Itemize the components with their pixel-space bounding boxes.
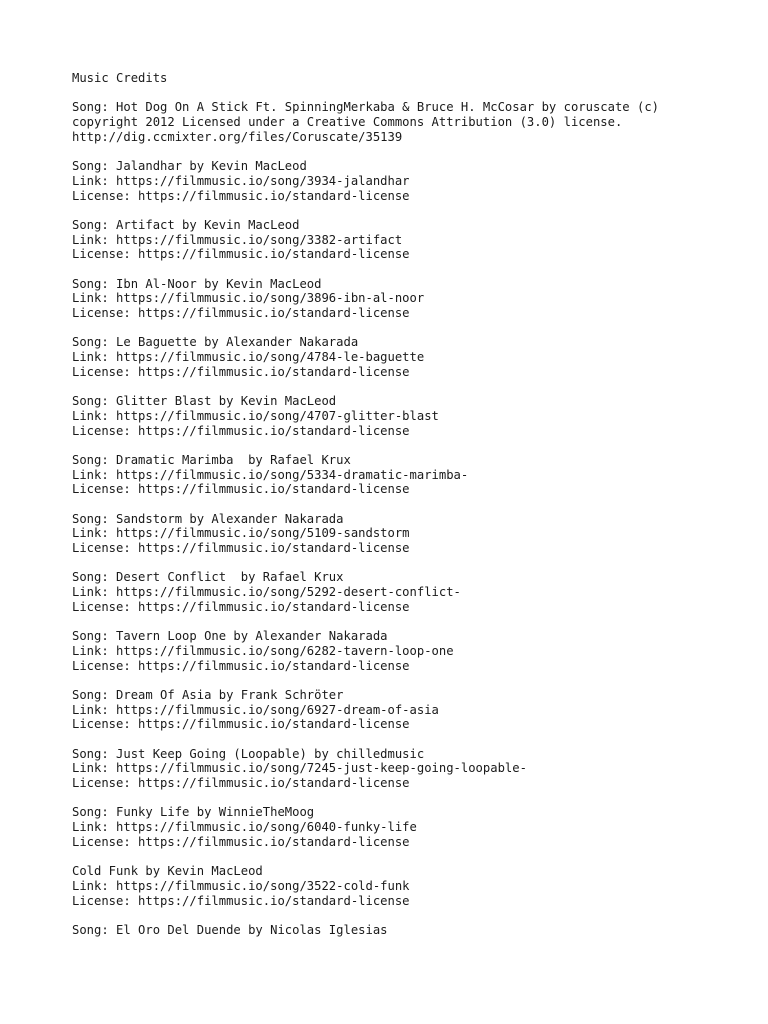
- credit-song: Song: Le Baguette by Alexander Nakarada: [72, 335, 359, 350]
- credit-license: License: https://filmmusic.io/standard-license: [72, 658, 410, 673]
- spacer: [72, 321, 752, 336]
- credit-entry: [72, 570, 752, 614]
- credit-link: Link: https://filmmusic.io/song/4707-glitter-blast: [72, 408, 439, 423]
- credit-license: License: https://filmmusic.io/standard-license: [72, 306, 410, 320]
- credit-link: Link: https://filmmusic.io/song/3896-ibn-al-noor: [72, 291, 425, 306]
- spacer: [72, 438, 752, 453]
- credit-entry: [72, 453, 752, 497]
- credit-entry: [72, 688, 752, 732]
- credit-entry: [72, 864, 752, 908]
- credit-link: Link: https://filmmusic.io/song/5292-desert-conflict-: [72, 585, 461, 600]
- credit-song: Song: Jalandhar by Kevin MacLeod: [72, 159, 307, 174]
- credit-license: License: https://filmmusic.io/standard-license: [72, 893, 410, 908]
- credit-entry: [72, 277, 752, 321]
- spacer: [72, 497, 752, 512]
- spacer: [72, 849, 752, 864]
- credit-entry: [72, 512, 752, 556]
- credit-link: Link: https://filmmusic.io/song/3934-jalandhar: [72, 173, 410, 188]
- credit-entry: [72, 629, 752, 673]
- credit-song: Song: Desert Conflict by Rafael Krux: [72, 570, 344, 585]
- document-page: [72, 71, 752, 938]
- intro-link: http://dig.ccmixter.org/files/Coruscate/35139: [72, 129, 403, 144]
- spacer: [72, 262, 752, 277]
- spacer: [72, 144, 752, 159]
- credit-license: License: https://filmmusic.io/standard-license: [72, 541, 410, 555]
- intro-credit: [72, 100, 752, 144]
- spacer: [72, 673, 752, 688]
- page-title: Music Credits: [72, 71, 168, 85]
- credit-song: Song: Just Keep Going (Loopable) by chilledmusic: [72, 746, 425, 761]
- credit-song: Song: Dream Of Asia by Frank Schröter: [72, 687, 344, 702]
- credit-license: License: https://filmmusic.io/standard-license: [72, 776, 410, 790]
- credit-license: License: https://filmmusic.io/standard-license: [72, 834, 410, 849]
- credit-license: License: https://filmmusic.io/standard-license: [72, 717, 410, 732]
- credit-link: Link: https://filmmusic.io/song/5109-sandstorm: [72, 526, 410, 541]
- spacer: [72, 556, 752, 571]
- credit-entry: [72, 394, 752, 438]
- intro-line: copyright 2012 Licensed under a Creative Commons Attribution (3.0) license.: [72, 115, 623, 130]
- credit-entry: [72, 159, 752, 203]
- credit-link: Link: https://filmmusic.io/song/3382-artifact: [72, 232, 403, 247]
- credit-link: Link: https://filmmusic.io/song/3522-cold-funk: [72, 878, 410, 893]
- spacer: [72, 908, 752, 923]
- credit-entry: [72, 805, 752, 849]
- spacer: [72, 614, 752, 629]
- credit-song: Song: Dramatic Marimba by Rafael Krux: [72, 452, 351, 467]
- credit-entry: [72, 747, 752, 791]
- credit-license: License: https://filmmusic.io/standard-license: [72, 599, 410, 614]
- credit-link: Link: https://filmmusic.io/song/6040-funky-life: [72, 820, 417, 835]
- credit-song: Song: Sandstorm by Alexander Nakarada: [72, 511, 344, 526]
- credit-link: Link: https://filmmusic.io/song/4784-le-baguette: [72, 350, 425, 365]
- credit-song: Song: Funky Life by WinnieTheMoog: [72, 805, 315, 820]
- credit-link: Link: https://filmmusic.io/song/5334-dramatic-marimba-: [72, 467, 469, 482]
- credit-license: License: https://filmmusic.io/standard-license: [72, 188, 410, 203]
- credit-license: License: https://filmmusic.io/standard-license: [72, 364, 410, 379]
- credit-song: Song: Glitter Blast by Kevin MacLeod: [72, 394, 337, 409]
- credit-entry: [72, 335, 752, 379]
- credit-song: Cold Funk by Kevin MacLeod: [72, 864, 263, 879]
- spacer: [72, 732, 752, 747]
- credit-song: Song: Tavern Loop One by Alexander Nakarada: [72, 629, 388, 644]
- credit-link: Link: https://filmmusic.io/song/7245-just-keep-going-loopable-: [72, 761, 527, 776]
- spacer: [72, 379, 752, 394]
- credit-song: Song: El Oro Del Duende by Nicolas Iglesias: [72, 922, 388, 937]
- credit-link: Link: https://filmmusic.io/song/6282-tavern-loop-one: [72, 643, 454, 658]
- intro-line: Song: Hot Dog On A Stick Ft. SpinningMerkaba & Bruce H. McCosar by coruscate (c): [72, 100, 659, 115]
- spacer: [72, 86, 752, 101]
- credit-song: Song: Artifact by Kevin MacLeod: [72, 217, 300, 232]
- credit-entry: [72, 218, 752, 262]
- credit-link: Link: https://filmmusic.io/song/6927-dream-of-asia: [72, 702, 439, 717]
- spacer: [72, 203, 752, 218]
- spacer: [72, 791, 752, 806]
- credit-entry: [72, 923, 752, 938]
- credit-song: Song: Ibn Al-Noor by Kevin MacLeod: [72, 276, 322, 291]
- credit-license: License: https://filmmusic.io/standard-license: [72, 482, 410, 497]
- credit-license: License: https://filmmusic.io/standard-license: [72, 247, 410, 262]
- credit-license: License: https://filmmusic.io/standard-license: [72, 423, 410, 438]
